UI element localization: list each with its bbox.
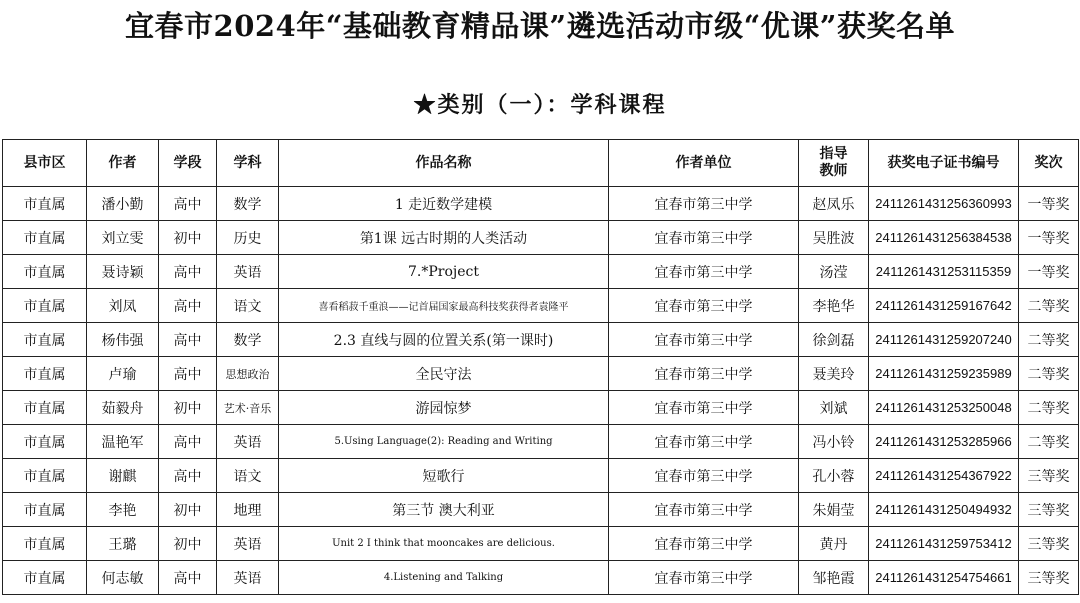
cell-author: 茹毅舟 [87, 391, 159, 425]
cell-instructor: 黄丹 [799, 527, 869, 561]
header-certificate-number: 获奖电子证书编号 [869, 140, 1019, 187]
cell-work-title: 全民守法 [279, 357, 609, 391]
cell-certificate-number: 2411261431259207240 [869, 323, 1019, 357]
cell-county: 市直属 [3, 561, 87, 595]
cell-work-title: 2.3 直线与圆的位置关系(第一课时) [279, 323, 609, 357]
cell-work-title: 1 走近数学建模 [279, 187, 609, 221]
table-row [3, 255, 1079, 289]
cell-author-unit: 宜春市第三中学 [609, 187, 799, 221]
cell-award-level: 一等奖 [1019, 221, 1079, 255]
header-author: 作者 [87, 140, 159, 187]
cell-author-unit: 宜春市第三中学 [609, 323, 799, 357]
cell-author-unit: 宜春市第三中学 [609, 357, 799, 391]
cell-certificate-number: 2411261431253115359 [869, 255, 1019, 289]
cell-stage: 初中 [159, 493, 217, 527]
cell-work-title: 7.*Project [279, 255, 609, 289]
cell-work-title: Unit 2 I think that mooncakes are delicious. [279, 527, 609, 561]
cell-award-level: 一等奖 [1019, 255, 1079, 289]
cell-work-title: 游园惊梦 [279, 391, 609, 425]
cell-author-unit: 宜春市第三中学 [609, 221, 799, 255]
page-title: 宜春市2024年“基础教育精品课”遴选活动市级“优课”获奖名单 [125, 9, 955, 43]
table-row [3, 527, 1079, 561]
cell-award-level: 三等奖 [1019, 561, 1079, 595]
cell-author: 何志敏 [87, 561, 159, 595]
cell-stage: 初中 [159, 527, 217, 561]
cell-author-unit: 宜春市第三中学 [609, 289, 799, 323]
cell-author: 聂诗颖 [87, 255, 159, 289]
cell-stage: 高中 [159, 187, 217, 221]
cell-subject: 历史 [217, 221, 279, 255]
cell-author: 刘凤 [87, 289, 159, 323]
cell-county: 市直属 [3, 187, 87, 221]
cell-author: 谢麒 [87, 459, 159, 493]
cell-certificate-number: 2411261431254754661 [869, 561, 1019, 595]
header-county: 县市区 [3, 140, 87, 187]
cell-author: 刘立雯 [87, 221, 159, 255]
cell-certificate-number: 2411261431253285966 [869, 425, 1019, 459]
cell-work-title: 第三节 澳大利亚 [279, 493, 609, 527]
cell-stage: 高中 [159, 357, 217, 391]
cell-subject: 英语 [217, 561, 279, 595]
header-stage: 学段 [159, 140, 217, 187]
cell-subject: 思想政治 [217, 357, 279, 391]
cell-work-title: 5.Using Language(2): Reading and Writing [279, 425, 609, 459]
cell-work-title: 短歌行 [279, 459, 609, 493]
cell-subject: 语文 [217, 289, 279, 323]
cell-stage: 初中 [159, 221, 217, 255]
header-instructor: 指导教师 [799, 140, 869, 187]
cell-subject: 数学 [217, 323, 279, 357]
cell-county: 市直属 [3, 493, 87, 527]
cell-author-unit: 宜春市第三中学 [609, 425, 799, 459]
cell-instructor: 徐剑磊 [799, 323, 869, 357]
table-row [3, 357, 1079, 391]
table-row [3, 561, 1079, 595]
table-row [3, 425, 1079, 459]
table-row [3, 323, 1079, 357]
cell-award-level: 三等奖 [1019, 459, 1079, 493]
cell-certificate-number: 2411261431256360993 [869, 187, 1019, 221]
cell-county: 市直属 [3, 527, 87, 561]
cell-county: 市直属 [3, 391, 87, 425]
cell-certificate-number: 2411261431256384538 [869, 221, 1019, 255]
cell-certificate-number: 2411261431250494932 [869, 493, 1019, 527]
award-table [2, 139, 1079, 595]
cell-county: 市直属 [3, 357, 87, 391]
table-row [3, 493, 1079, 527]
cell-author: 卢瑜 [87, 357, 159, 391]
header-author-unit: 作者单位 [609, 140, 799, 187]
cell-author-unit: 宜春市第三中学 [609, 391, 799, 425]
cell-stage: 高中 [159, 323, 217, 357]
cell-award-level: 二等奖 [1019, 289, 1079, 323]
header-work-title: 作品名称 [279, 140, 609, 187]
cell-stage: 高中 [159, 425, 217, 459]
cell-stage: 初中 [159, 391, 217, 425]
award-table-body [3, 187, 1079, 595]
cell-subject: 英语 [217, 425, 279, 459]
cell-work-title: 喜看稻菽千重浪——记首届国家最高科技奖获得者袁隆平 [279, 289, 609, 323]
cell-author-unit: 宜春市第三中学 [609, 459, 799, 493]
cell-county: 市直属 [3, 323, 87, 357]
cell-subject: 英语 [217, 255, 279, 289]
header-award-level: 奖次 [1019, 140, 1079, 187]
cell-instructor: 李艳华 [799, 289, 869, 323]
cell-certificate-number: 2411261431259167642 [869, 289, 1019, 323]
cell-county: 市直属 [3, 425, 87, 459]
table-row [3, 187, 1079, 221]
category-subtitle: ★类别（一）：学科课程 [413, 92, 667, 118]
cell-county: 市直属 [3, 255, 87, 289]
table-row [3, 391, 1079, 425]
cell-instructor: 朱娟莹 [799, 493, 869, 527]
cell-subject: 语文 [217, 459, 279, 493]
cell-instructor: 吴胜波 [799, 221, 869, 255]
cell-subject: 艺术·音乐 [217, 391, 279, 425]
cell-certificate-number: 2411261431259753412 [869, 527, 1019, 561]
cell-county: 市直属 [3, 459, 87, 493]
header-row [3, 140, 1079, 187]
cell-stage: 高中 [159, 561, 217, 595]
cell-award-level: 二等奖 [1019, 323, 1079, 357]
cell-instructor: 汤滢 [799, 255, 869, 289]
cell-subject: 数学 [217, 187, 279, 221]
cell-instructor: 赵凤乐 [799, 187, 869, 221]
cell-instructor: 刘斌 [799, 391, 869, 425]
cell-award-level: 二等奖 [1019, 391, 1079, 425]
cell-subject: 英语 [217, 527, 279, 561]
table-row [3, 459, 1079, 493]
cell-author: 李艳 [87, 493, 159, 527]
cell-author-unit: 宜春市第三中学 [609, 527, 799, 561]
cell-author: 温艳军 [87, 425, 159, 459]
cell-instructor: 聂美玲 [799, 357, 869, 391]
cell-work-title: 第1课 远古时期的人类活动 [279, 221, 609, 255]
cell-stage: 高中 [159, 459, 217, 493]
cell-county: 市直属 [3, 221, 87, 255]
cell-stage: 高中 [159, 255, 217, 289]
cell-stage: 高中 [159, 289, 217, 323]
cell-author-unit: 宜春市第三中学 [609, 561, 799, 595]
table-row [3, 221, 1079, 255]
cell-county: 市直属 [3, 289, 87, 323]
cell-certificate-number: 2411261431254367922 [869, 459, 1019, 493]
cell-instructor: 邹艳霞 [799, 561, 869, 595]
cell-author-unit: 宜春市第三中学 [609, 255, 799, 289]
cell-certificate-number: 2411261431259235989 [869, 357, 1019, 391]
cell-award-level: 三等奖 [1019, 493, 1079, 527]
cell-author: 王璐 [87, 527, 159, 561]
cell-award-level: 三等奖 [1019, 527, 1079, 561]
cell-author: 潘小勤 [87, 187, 159, 221]
table-row [3, 289, 1079, 323]
cell-award-level: 二等奖 [1019, 425, 1079, 459]
cell-instructor: 孔小蓉 [799, 459, 869, 493]
cell-author-unit: 宜春市第三中学 [609, 493, 799, 527]
cell-award-level: 一等奖 [1019, 187, 1079, 221]
cell-certificate-number: 2411261431253250048 [869, 391, 1019, 425]
header-subject: 学科 [217, 140, 279, 187]
cell-award-level: 二等奖 [1019, 357, 1079, 391]
cell-work-title: 4.Listening and Talking [279, 561, 609, 595]
cell-instructor: 冯小铃 [799, 425, 869, 459]
cell-author: 杨伟强 [87, 323, 159, 357]
cell-subject: 地理 [217, 493, 279, 527]
